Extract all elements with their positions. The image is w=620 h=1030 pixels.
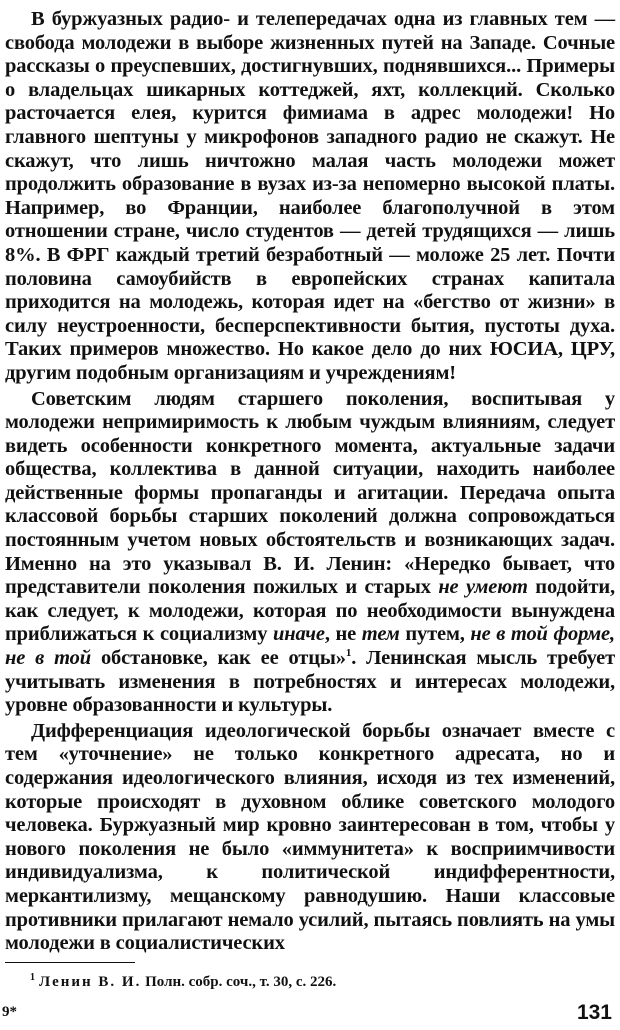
emphasis-text: не умеют — [438, 576, 528, 599]
paragraph-text: Советским людям старшего поколения, воспитывая у молодежи непримиримость к любым чуждым влияниям, следует видеть особенности конкретного момента, актуальные задачи общества, коллектива в данной ситуации, находить наиболее действенные формы пропаганды и агитации. Передача опыта классовой борьбы старших поколений должна сопровождаться постоянным учетом новых обстоятельств и возникающих задач. Именно на это указывал В. И. Ленин: «Нередко бывает, что представители поколения пожилых и старых — [5, 387, 615, 599]
emphasis-text: тем — [361, 623, 400, 646]
paragraph-text: путем, — [399, 623, 471, 646]
paragraph-text: В буржуазных радио- и телепередачах одна из главных тем — свобода молодежи в выборе жизненных путей на Западе. Сочные рассказы о преуспевших, достигнувших, поднявшихся... Примеры о владельцах шикарных коттеджей, яхт, коллекций. Сколько расточается елея, курится фимиама в адрес молодежи! Но главного шептуны у микрофонов западного радио не скажут. Не скажут, что лишь ничтожно малая часть молодежи может продолжить образование в вузах из-за непомерно высокой платы. Например, во Франции, наиболее благополучной в этом отношении стране, число студентов — детей трудящихся — лишь 8%. В ФРГ каждый третий безработный — моложе 25 лет. Почти половина самоубийств в европейских странах капитала приходится на молодежь, которая идет на «бегство от жизни» в силу неустроенности, бесперспективности бытия, пустоты духа. Таких примеров множество. Но какое дело до них ЮСИА, ЦРУ, другим подобным организациям и учреждениям! — [5, 8, 615, 384]
footnote — [30, 972, 336, 991]
page-number: 131 — [576, 1001, 612, 1024]
footnote-mark: 1 — [30, 972, 35, 983]
paragraph — [5, 388, 615, 718]
footnote-rule — [5, 962, 135, 963]
paragraph-text: . Ленинская мысль требует учитывать изменения в потребностях и интересах молодежи, уровне образованности и культуры. — [5, 647, 616, 717]
paragraph — [5, 8, 615, 386]
emphasis-text: иначе — [273, 623, 325, 646]
body-text — [5, 8, 615, 956]
printer-signature: 9* — [2, 1004, 17, 1020]
paragraph-text: обстановке, как ее отцы» — [90, 647, 346, 670]
footnote-reference: 1 — [345, 647, 352, 660]
footnote-text: Полн. собр. соч., т. 30, с. 226. — [141, 974, 337, 990]
footnote-author: Ленин В. И. — [39, 974, 142, 990]
emphasis-text: не в той форме, не в той — [5, 623, 615, 670]
paragraph-text: , не — [324, 623, 362, 646]
paragraph-text: подойти, как следует, к молодежи, которая по необходимости вынуждена приближаться к социализму — [5, 576, 616, 646]
paragraph — [5, 720, 615, 956]
paragraph-text: Дифференциация идеологической борьбы означает вместе с тем «уточнение» не только конкретного адресата, но и содержания идеологического влияния, исходя из тех изменений, которые происходят в духовном облике советского молодого человека. Буржуазный мир кровно заинтересован в том, чтобы у нового поколения не было «иммунитета» к восприимчивости индивидуализма, к политической индифферентности, меркантилизму, мещанскому равнодушию. Наши классовые противники прилагают немало усилий, пытаясь повлиять на умы молодежи в социалистических — [5, 719, 615, 955]
